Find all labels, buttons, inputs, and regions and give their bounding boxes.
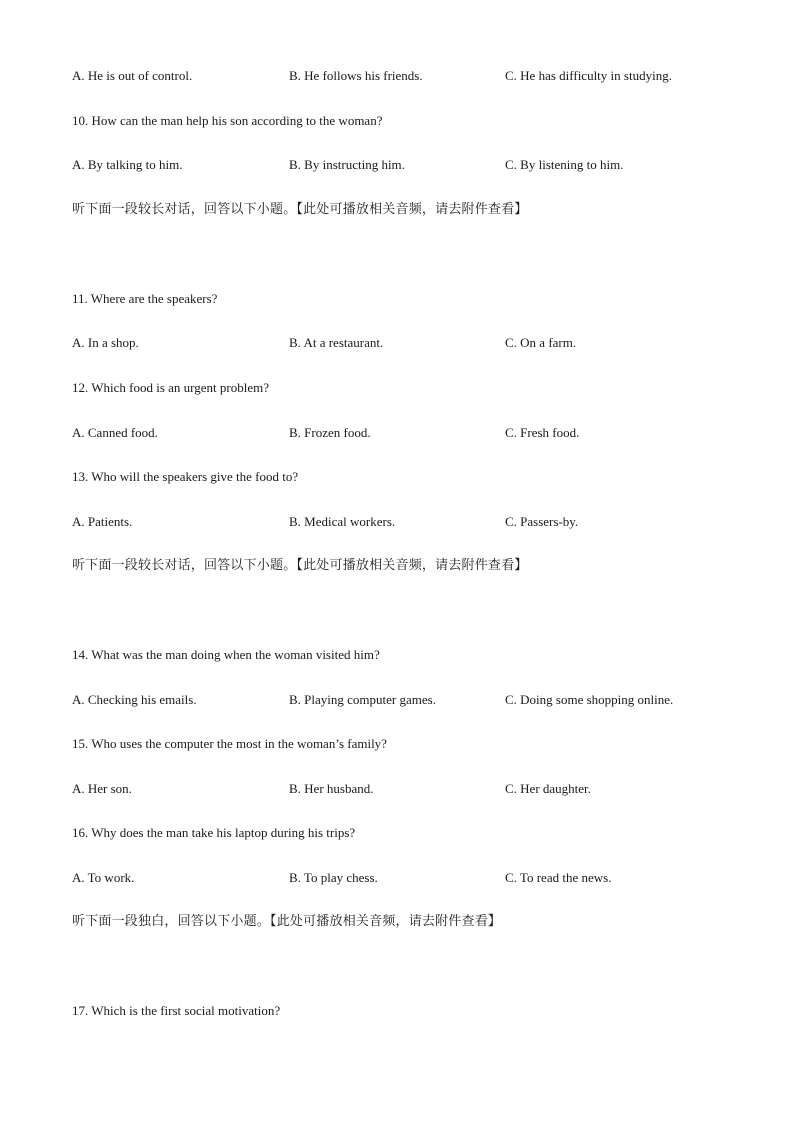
q13-options [72, 514, 772, 530]
q14-question: 14. What was the man doing when the woman visited him? [72, 647, 380, 662]
q16-option-c: C. To read the news. [505, 870, 612, 885]
listening-instruction-1: 听下面一段较长对话，回答以下小题。【此处可播放相关音频，请去附件查看】 [72, 202, 528, 217]
q12-question: 12. Which food is an urgent problem? [72, 380, 270, 395]
q9-options [72, 68, 772, 84]
q12-option-b: B. Frozen food. [289, 425, 371, 440]
q16-question: 16. Why does the man take his laptop during his trips? [72, 825, 356, 840]
q10-option-b: B. By instructing him. [289, 157, 405, 172]
q11-option-a: A. In a shop. [72, 335, 139, 350]
q11-options [72, 335, 772, 351]
q11-option-b: B. At a restaurant. [289, 335, 384, 350]
q16-options [72, 870, 772, 886]
q13-option-a: A. Patients. [72, 514, 133, 529]
q15-options [72, 781, 772, 797]
q9-option-a: A. He is out of control. [72, 68, 193, 83]
q14-option-c: C. Doing some shopping online. [505, 692, 674, 707]
q13-option-c: C. Passers-by. [505, 514, 579, 529]
q14-options [72, 692, 772, 708]
q15-option-c: C. Her daughter. [505, 781, 591, 796]
q10-option-a: A. By talking to him. [72, 157, 183, 172]
q15-option-b: B. Her husband. [289, 781, 374, 796]
q16-option-a: A. To work. [72, 870, 135, 885]
q11-option-c: C. On a farm. [505, 335, 577, 350]
q12-option-a: A. Canned food. [72, 425, 158, 440]
q11-question: 11. Where are the speakers? [72, 291, 218, 306]
q10-options [72, 157, 772, 173]
q12-options [72, 425, 772, 441]
q10-option-c: C. By listening to him. [505, 157, 624, 172]
listening-instruction-3: 听下面一段独白，回答以下小题。【此处可播放相关音频，请去附件查看】 [72, 914, 502, 929]
q15-question: 15. Who uses the computer the most in the woman’s family? [72, 736, 387, 751]
q9-option-b: B. He follows his friends. [289, 68, 423, 83]
q17-question: 17. Which is the first social motivation? [72, 1003, 281, 1018]
q9-option-c: C. He has difficulty in studying. [505, 68, 672, 83]
listening-instruction-2: 听下面一段较长对话，回答以下小题。【此处可播放相关音频，请去附件查看】 [72, 558, 528, 573]
q14-option-b: B. Playing computer games. [289, 692, 436, 707]
q13-question: 13. Who will the speakers give the food to? [72, 469, 299, 484]
q13-option-b: B. Medical workers. [289, 514, 396, 529]
q16-option-b: B. To play chess. [289, 870, 378, 885]
q10-question: 10. How can the man help his son according to the woman? [72, 113, 383, 128]
q14-option-a: A. Checking his emails. [72, 692, 197, 707]
q15-option-a: A. Her son. [72, 781, 132, 796]
q12-option-c: C. Fresh food. [505, 425, 580, 440]
